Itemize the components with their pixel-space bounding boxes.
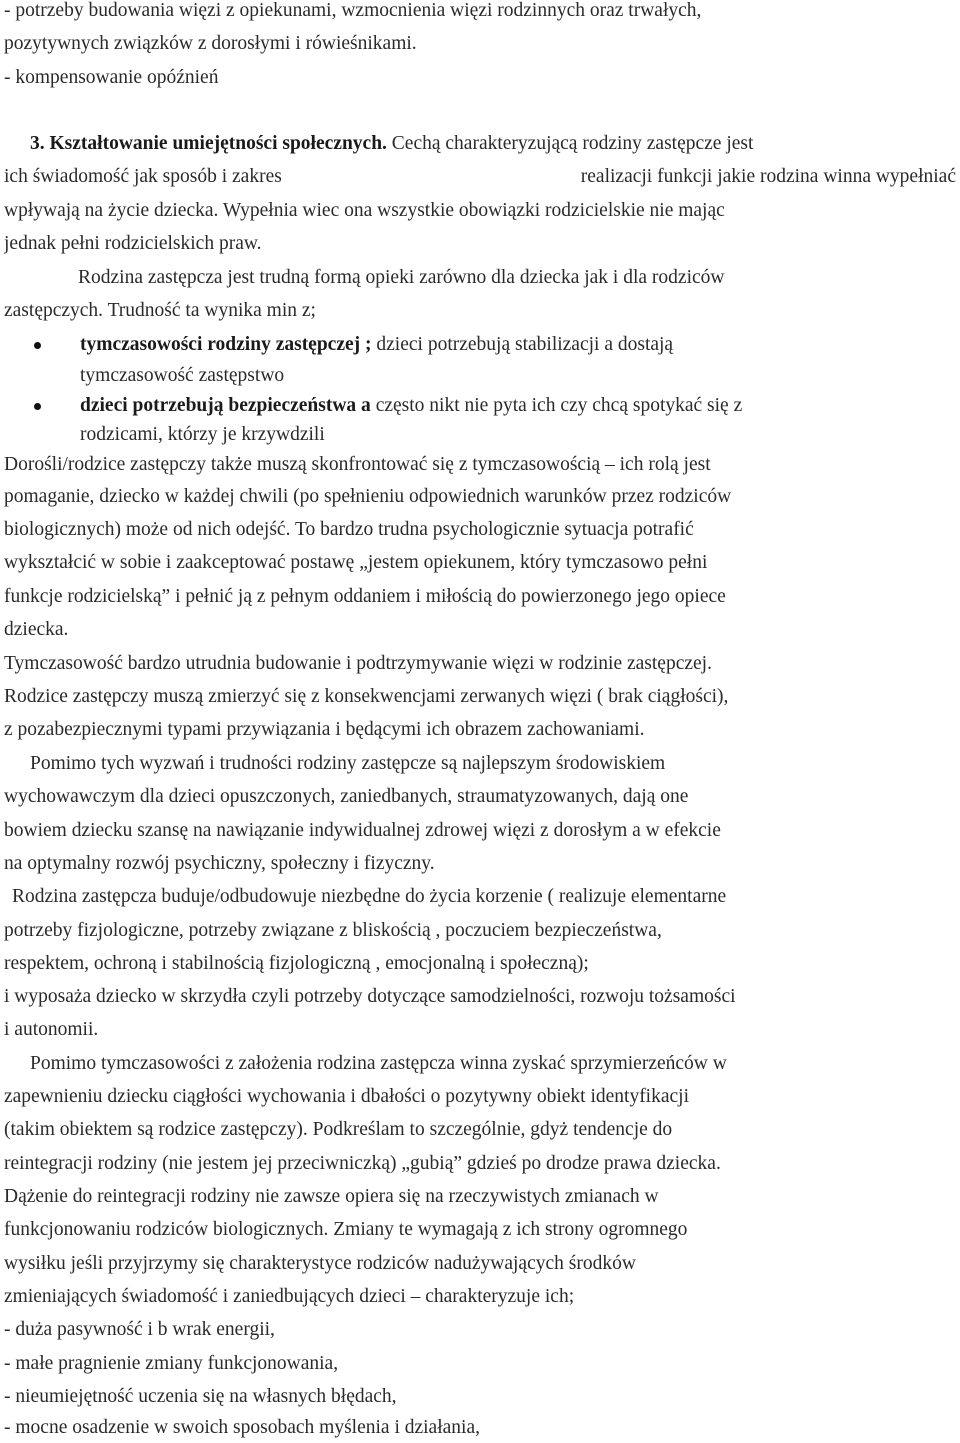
text-line: Tymczasowość bardzo utrudnia budowanie i podtrzymywanie więzi w rodzinie zastępczej. [4,653,712,674]
list-item: - duża pasywność i b wrak energii, [4,1319,275,1340]
text-line: Rodzina zastępcza jest trudną formą opieki zarówno dla dziecka jak i dla rodziców [78,267,725,288]
text-fragment: ich świadomość jak sposób i zakres [4,166,282,187]
bullet-icon [34,403,41,410]
text-line: Dążenie do reintegracji rodziny nie zawsze opiera się na rzeczywistych zmianach w [4,1186,659,1207]
text-line: zapewnieniu dziecku ciągłości wychowania i dbałości o pozytywny obiekt identyfikacji [4,1086,689,1107]
text-line: potrzeby fizjologiczne, potrzeby związane z bliskością , poczuciem bezpieczeństwa, [4,920,662,941]
text-line: wysiłku jeśli przyjrzymy się charakterystyce rodziców nadużywających środków [4,1253,636,1274]
text-line [4,162,956,192]
text-line [4,196,956,226]
text-fragment: dzieci potrzebują stabilizacji a dostają [371,334,674,355]
text-line: pomaganie, dziecko w każdej chwili (po spełnieniu odpowiednich warunków przez rodziców [4,486,732,507]
list-item: - mocne osadzenie w swoich sposobach myślenia i działania, [4,1417,480,1438]
text-line: bowiem dziecku szansę na nawiązanie indywidualnej zdrowej więzi z dorosłym a w efekcie [4,820,721,841]
section-heading: 3. Kształtowanie umiejętności społecznych. [30,133,387,154]
text-line: respektem, ochroną i stabilnością fizjologiczną , emocjonalną i społeczną); [4,953,589,974]
text-line: wykształcić w sobie i zaakceptować postawę „jestem opiekunem, który tymczasowo pełni [4,552,708,573]
text-line: Pomimo tych wyzwań i trudności rodziny zastępcze są najlepszym środowiskiem [30,753,666,774]
text-line: Rodzina zastępcza buduje/odbudowuje niezbędne do życia korzenie ( realizuje elementarne [12,886,727,907]
list-item: - małe pragnienie zmiany funkcjonowania, [4,1353,339,1374]
text-line: dziecka. [4,619,69,640]
section-heading-line [30,129,956,159]
text-line: funkcjonowaniu rodziców biologicznych. Zmiany te wymagają z ich strony ogromnego [4,1219,688,1240]
text-fragment: często nikt nie pyta ich czy chcą spotykać się z [370,395,743,416]
text-line: wychowawczym dla dzieci opuszczonych, zaniedbanych, straumatyzowanych, dają one [4,786,689,807]
bullet-item [80,391,956,421]
text-line: funkcje rodzicielską” i pełnić ją z pełnym oddaniem i miłością do powierzonego jego opiece [4,586,726,607]
text-line: Dorośli/rodzice zastępczy także muszą skonfrontować się z tymczasowością – ich rolą jest [4,454,711,475]
text-line: reintegracji rodziny (nie jestem jej przeciwniczką) „gubią” gdzieś po drodze prawa dziecka. [4,1153,721,1174]
bullet-item-continuation: rodzicami, którzy je krzywdzili [80,424,325,445]
bullet-bold-text: tymczasowości rodziny zastępczej ; [80,334,372,355]
bullet-item-continuation: tymczasowość zastępstwo [80,365,285,386]
text-line: pozytywnych związków z dorosłymi i rówieśnikami. [4,33,417,54]
text-line: i autonomii. [4,1019,99,1040]
text-fragment: Cechą charakteryzującą rodziny zastępcze jest [391,133,754,154]
text-line: i wyposaża dziecko w skrzydła czyli potrzeby dotyczące samodzielności, rozwoju tożsamości [4,986,736,1007]
text-line: (takim obiektem są rodzice zastępczy). Podkreślam to szczególnie, gdyż tendencje do [4,1119,673,1140]
text-line: - potrzeby budowania więzi z opiekunami, wzmocnienia więzi rodzinnych oraz trwałych, [4,0,702,21]
bullet-icon [34,342,41,349]
text-line: z pozabezpiecznymi typami przywiązania i będącymi ich obrazem zachowaniami. [4,719,645,740]
text-line: Rodzice zastępczy muszą zmierzyć się z konsekwencjami zerwanych więzi ( brak ciągłości), [4,686,729,707]
text-line: biologicznych) może od nich odejść. To bardzo trudna psychologicznie sytuacja potrafić [4,519,694,540]
text-fragment: realizacji funkcji jakie rodzina winna wypełniać [580,166,956,187]
text-line: zmieniających świadomość i zaniedbujących dzieci – charakteryzuje ich; [4,1286,575,1307]
text-line: na optymalny rozwój psychiczny, społeczny i fizyczny. [4,853,435,874]
text-line: jednak pełni rodzicielskich praw. [4,233,262,254]
text-line: - kompensowanie opóźnień [4,67,219,88]
bullet-item [80,330,956,360]
text-fragment: Wypełnia wiec ona wszystkie obowiązki rodzicielskie nie mając [222,200,725,221]
text-line: zastępczych. Trudność ta wynika min z; [4,300,316,321]
text-fragment: wpływają na życie dziecka. [4,200,219,221]
bullet-bold-text: dzieci potrzebują bezpieczeństwa a [80,395,371,416]
list-item: - nieumiejętność uczenia się na własnych błędach, [4,1386,397,1407]
text-line: Pomimo tymczasowości z założenia rodzina zastępcza winna zyskać sprzymierzeńców w [30,1053,727,1074]
